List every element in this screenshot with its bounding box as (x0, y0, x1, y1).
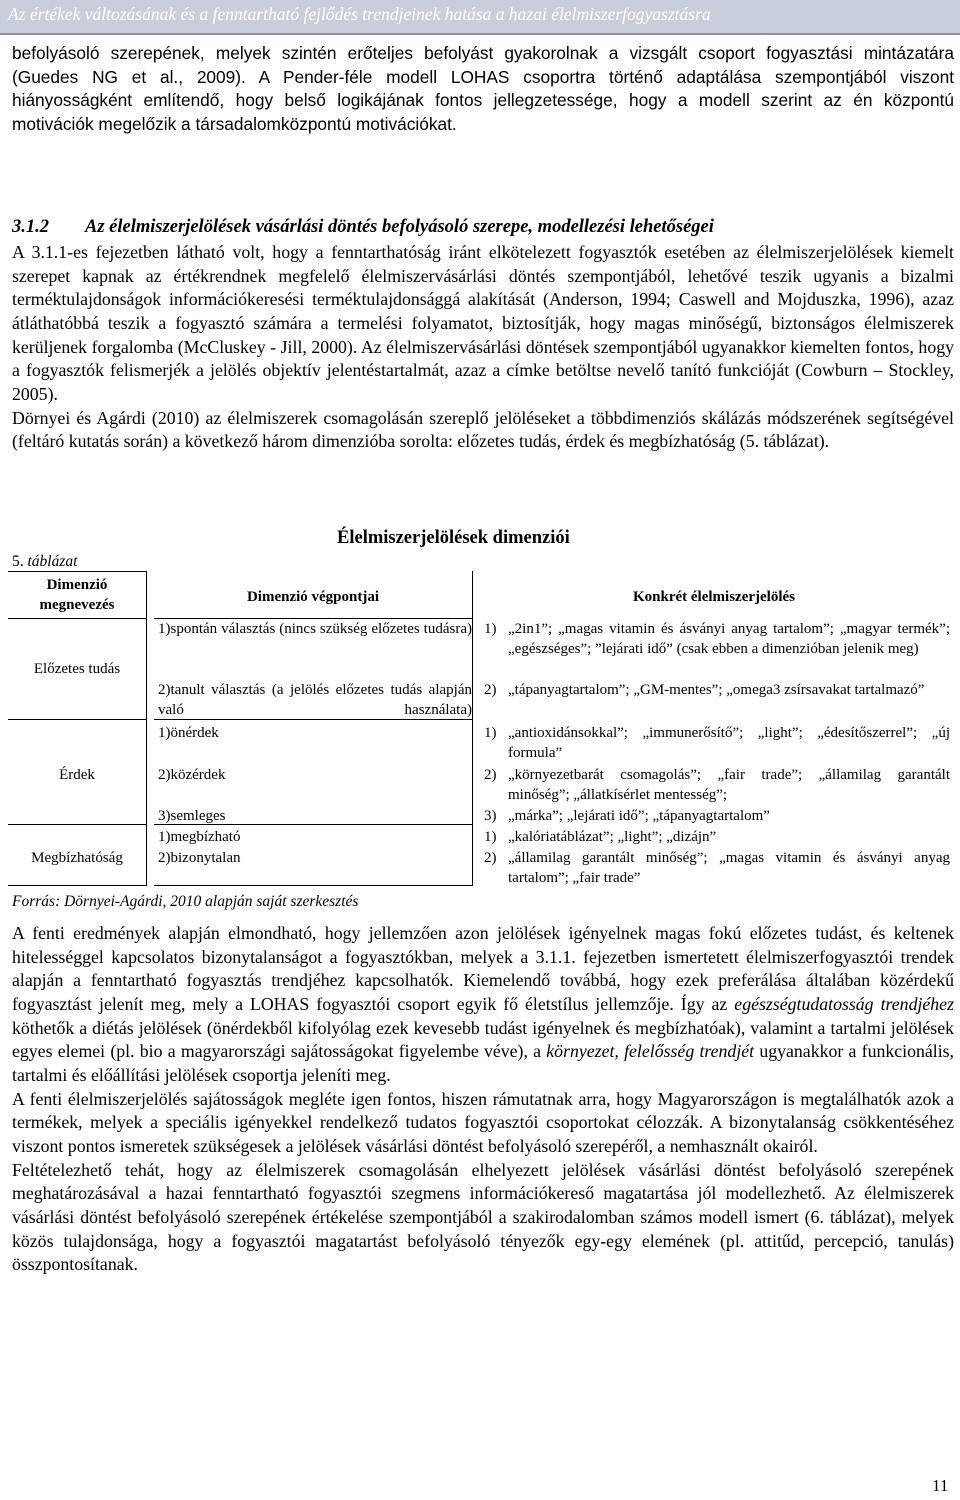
paragraph: Dörnyei és Agárdi (2010) az élelmiszerek csomagolásán szereplő jelöléseket a többdimenziós skálázás módszerének segítségével (feltáró kutatás során) a következő három dimenzióba sorolta: előzetes tudás, érdek és megbízhatóság (5. táblázat). (12, 407, 954, 452)
paragraph: A 3.1.1-es fejezetben látható volt, hogy a fenntarthatóság iránt elkötelezett fogyasztók esetében az élelmiszerjelölések kiemelt szerepet kapnak az értékrendnek megfelelő élelmiszervásárlási döntés szempontjából, lehetővé teszik ugyanis a bizalmi terméktulajdonságok információkeresési terméktulajdonsággá alakítását (Anderson, 1994; Caswell and Mojduszka, 1996), azaz átláthatóbbá teszik a fogyasztó számára a termelési folyamatot, biztosítják, hogy magas minőségű, biztonságos élelmiszerek kerüljenek forgalomba (McCluskey - Jill, 2000). Az élelmiszervásárlási döntések szempontjából ugyanakkor kiemelten fontos, hogy a fogyasztók felismerjék a jelölés objektív jelentéstartalmát, azaz a címke betöltse nevelő tanító funkcióját (Cowburn – Stockley, 2005). (12, 242, 954, 404)
paragraph: Feltételezhető tehát, hogy az élelmiszerek csomagolásán elhelyezett jelölések vásárlási döntést befolyásoló szerepének meghatározásával a hazai fenntartható fogyasztói szegmens információkereső magatartása jól modellezhető. Az élelmiszerek vásárlási döntést befolyásoló szerepének értékelése szempontjából a szakirodalomban számos modell ismert (6. táblázat), melyek közös tulajdonsága, hogy a fogyasztói magatartást befolyásoló tényezők egy-egy elemének (pl. attitűd, percepció, tanulás) összpontosítanak. (12, 1159, 954, 1275)
body-after-table (12, 922, 954, 1277)
endpoint: 2)bizonytalan (158, 850, 241, 866)
endpoint: 2)tanult választás (a jelölés előzetes tudás alapján való használata) (158, 682, 472, 718)
paragraph: A fenti élelmiszerjelölés sajátosságok megléte igen fontos, hiszen rámutatnak arra, hogy Magyarországon is megtalálhatók azok a termékek, melyek a speciális igényekkel rendelkező tudatos fogyasztói csoportokat célozzák. A bizonytalanság csökkentéséhez viszont pontos ismeretek szükségesek a jelölések vásárlási döntést befolyásoló szerepéről, a nemhasznált okairól. (12, 1088, 954, 1156)
table-source: Forrás: Dörnyei-Agárdi, 2010 alapján saját szerkesztés (12, 893, 359, 910)
body-before-table (12, 241, 954, 454)
page-number: 11 (932, 1476, 949, 1495)
label-item: 1) „antioxidánsokkal”; „immunerősítő”; „light”; „édesítőszerrel”; „új formula” (484, 725, 950, 761)
endpoint: 1)önérdek (158, 725, 219, 741)
dimension-name: Érdek (59, 767, 95, 783)
section-heading (12, 217, 714, 238)
header-rule (0, 33, 960, 35)
table-title: Élelmiszerjelölések dimenziói (337, 528, 570, 548)
section-title: Az élelmiszerjelölések vásárlási döntés befolyásoló szerepe, modellezési lehetőségei (85, 217, 714, 237)
label-item: 2) „államilag garantált minőség”; „magas vitamin és ásványi anyag tartalom”; „fair trade” (484, 850, 950, 886)
label-item: 2) „tápanyagtartalom”; „GM-mentes”; „omega3 zsírsavakat tartalmazó” (484, 682, 925, 698)
table-caption-word: táblázat (27, 553, 78, 570)
intro-paragraph: befolyásoló szerepének, melyek szintén erőteljes befolyást gyakorolnak a vizsgált csoport fogyasztási mintázatára (Guedes NG et al., 2009). A Pender-féle modell LOHAS csoportra történő adaptálása szempontjából viszont hiányosságként említendő, hogy belső logikájának fontos jellegzetessége, hogy a modell szerint az én központú motivációk megelőzik a társadalomközpontú motivációkat. (12, 43, 954, 134)
endpoint: 1)megbízható (158, 829, 241, 845)
label-item: 1) „2in1”; „magas vitamin és ásványi anyag tartalom”; „magyar termék”; „egészséges”; ”lejárati idő” (csak ebben a dimenzióban jelenik meg) (484, 621, 950, 657)
dimension-name: Megbízhatóság (31, 850, 123, 866)
emphasis: környezet, felelősség trendjét (546, 1041, 755, 1062)
table-caption-number: 5. (12, 553, 24, 570)
paragraph: A fenti eredmények alapján elmondható, hogy jellemzően azon jelölések igényelnek magas fokú előzetes tudást, és keltenek hitelességgel kapcsolatos bizonytalanságot a fogyasztókban, melyek a 3.1.1. fejezetben ismertetett élelmiszerfogyasztói trendek alapján a fenntartható fogyasztás trendjéhez kapcsolhatók. Kiemelendő továbbá, hogy ezek preferálása általában közérdekű fogyasztást jelenít meg, mely a LOHAS fogyasztói csoport egyik fő életstílus jellemzője. Így az egészségtudatosság trendjéhez köthetők a diétás jelölések (önérdekből kifolyólag ezek kevesebb tudást igényelnek és megbízhatóak), valamint a tartalmi jelölések egyes elemei (pl. bio a magyarországi sajátosságokat figyelembe véve), a környezet, felelősség trendjét ugyanakkor a funkcionális, tartalmi és előállítási jelölések csoportja jeleníti meg. (12, 923, 955, 1085)
running-header: Az értékek változásának és a fenntartható fejlődés trendjeinek hatása a hazai élelmiszerfogyasztásra (8, 4, 711, 24)
endpoint: 2)közérdek (158, 767, 226, 783)
endpoint: 3)semleges (158, 808, 226, 824)
label-item: 1) „kalóriatáblázat”; „light”; „dizájn” (484, 829, 717, 845)
header-labels: Konkrét élelmiszerjelölés (632, 589, 796, 605)
label-item: 2) „környezetbarát csomagolás”; „fair trade”; „államilag garantált minőség”; „állatkísérlet mentesség”; (484, 767, 950, 803)
header-endpoints: Dimenzió végpontjai (246, 589, 380, 605)
header-dimension-name: Dimenzió megnevezés (39, 577, 115, 613)
emphasis: egészségtudatosság trendjéhez (734, 993, 954, 1014)
table-caption (12, 553, 77, 571)
endpoint: 1)spontán választás (nincs szükség előzetes tudásra) (158, 621, 472, 637)
dimension-name: Előzetes tudás (33, 661, 121, 677)
label-item: 3) „márka”; „lejárati idő”; „tápanyagtartalom” (484, 808, 770, 824)
section-number: 3.1.2 (12, 217, 49, 237)
